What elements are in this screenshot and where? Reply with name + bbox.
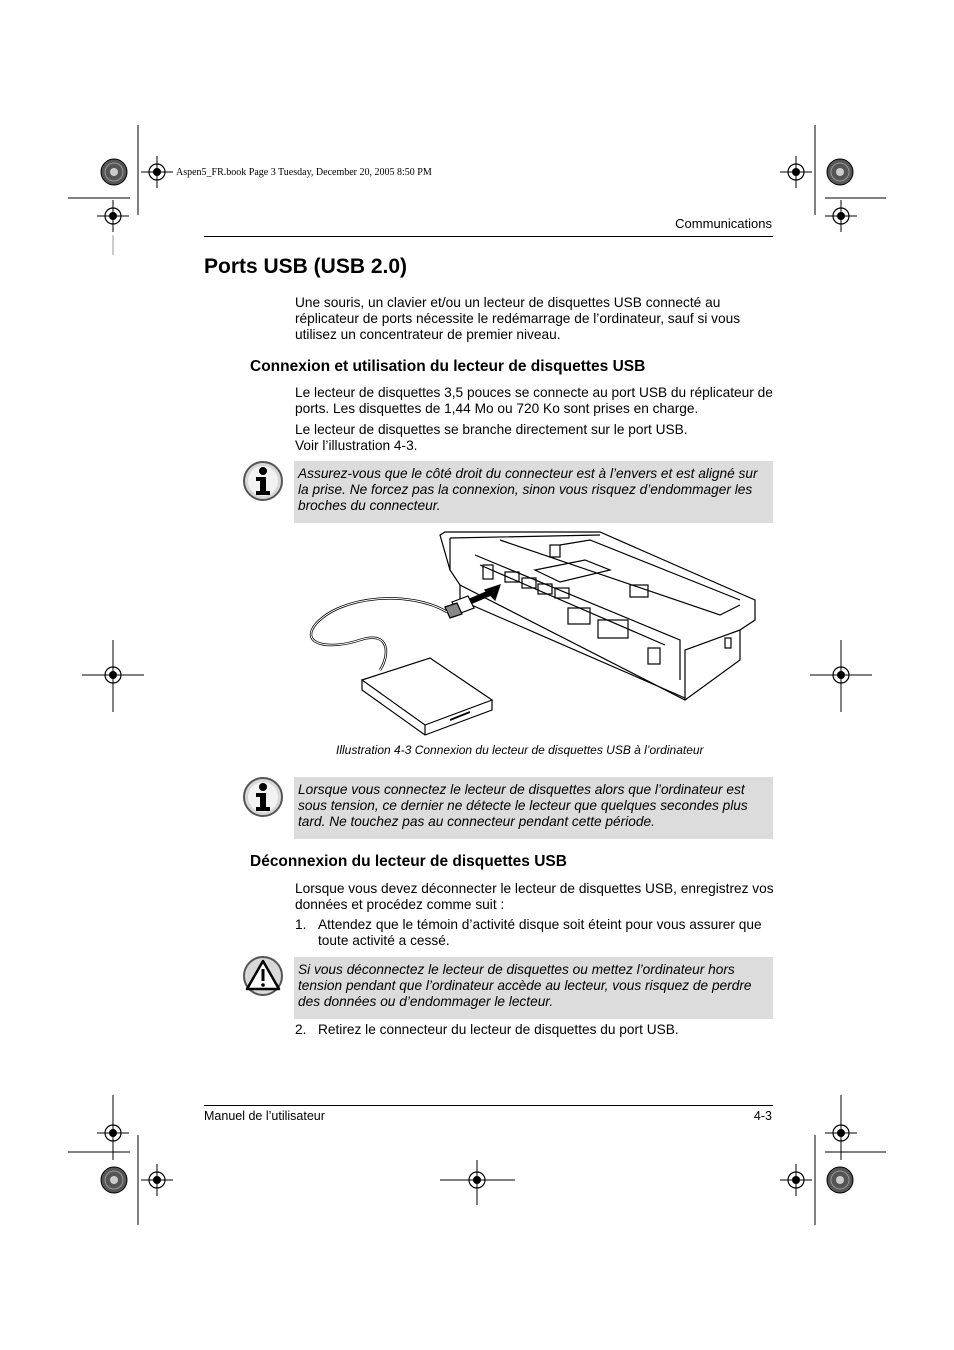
info-icon [242,460,284,502]
color-target-icon [827,159,853,185]
usb-floppy-illustration [300,530,765,740]
registration-mark-icon [780,1164,812,1196]
registration-mark-icon [780,156,812,188]
step-text: Attendez que le témoin d’activité disque soit éteint pour vous assurer que toute activité a cessé. [318,917,762,948]
footer-rule [204,1105,773,1106]
section-heading-connect: Connexion et utilisation du lecteur de disquettes USB [250,358,646,375]
step-number: 2. [295,1022,307,1037]
disconnect-paragraph: Lorsque vous devez déconnecter le lecteur de disquettes USB, enregistrez vos données et procédez comme suit : [295,881,774,912]
print-info: Aspen5_FR.book Page 3 Tuesday, December 20, 2005 8:50 PM [176,167,432,178]
registration-mark-icon [825,200,857,232]
intro-paragraph: Une souris, un clavier et/ou un lecteur de disquettes USB connecté au réplicateur de ports nécessite le redémarrage de l’ordinateur, sauf si vous utilisez un concentrateur de premier niveau. [295,295,741,342]
connect-paragraph-line: Le lecteur de disquettes se branche directement sur le port USB. [295,422,688,437]
running-head: Communications [675,216,772,231]
step-number: 1. [295,917,307,932]
footer-manual-title: Manuel de l’utilisateur [204,1109,325,1123]
page-title: Ports USB (USB 2.0) [204,255,408,278]
connect-paragraph-line: Voir l’illustration 4-3. [295,438,418,453]
info-note: Assurez-vous que le côté droit du connecteur est à l’envers et est aligné sur la prise. Ne forcez pas la connexion, sinon vous risquez d’endommager les broches du connecteur. [294,461,773,523]
footer-page-number: 4-3 [753,1109,772,1123]
info-note: Lorsque vous connectez le lecteur de disquettes alors que l’ordinateur est sous tension, ce dernier ne détecte le lecteur que quelques secondes plus tard. Ne touchez pas au connecteur pendant cette période. [294,777,773,839]
caution-note: Si vous déconnectez le lecteur de disquettes ou mettez l’ordinateur hors tension pendant que l’ordinateur accède au lecteur, vous risquez de perdre des données ou d’endommager le lecteur. [294,957,773,1019]
registration-mark-icon [141,156,173,188]
info-icon [242,776,284,818]
color-target-icon [101,1167,127,1193]
figure-caption: Illustration 4-3 Connexion du lecteur de disquettes USB à l’ordinateur [336,743,704,757]
section-heading-disconnect: Déconnexion du lecteur de disquettes USB [250,853,567,870]
header-rule [204,236,773,237]
warning-icon [242,955,284,997]
registration-mark-icon [97,200,129,232]
registration-mark-icon [141,1164,173,1196]
connect-paragraph: Le lecteur de disquettes 3,5 pouces se connecte au port USB du réplicateur de ports. Les disquettes de 1,44 Mo ou 720 Ko sont prises en charge. [295,385,773,416]
step-text: Retirez le connecteur du lecteur de disquettes du port USB. [318,1022,679,1037]
color-target-icon [827,1167,853,1193]
color-target-icon [101,159,127,185]
